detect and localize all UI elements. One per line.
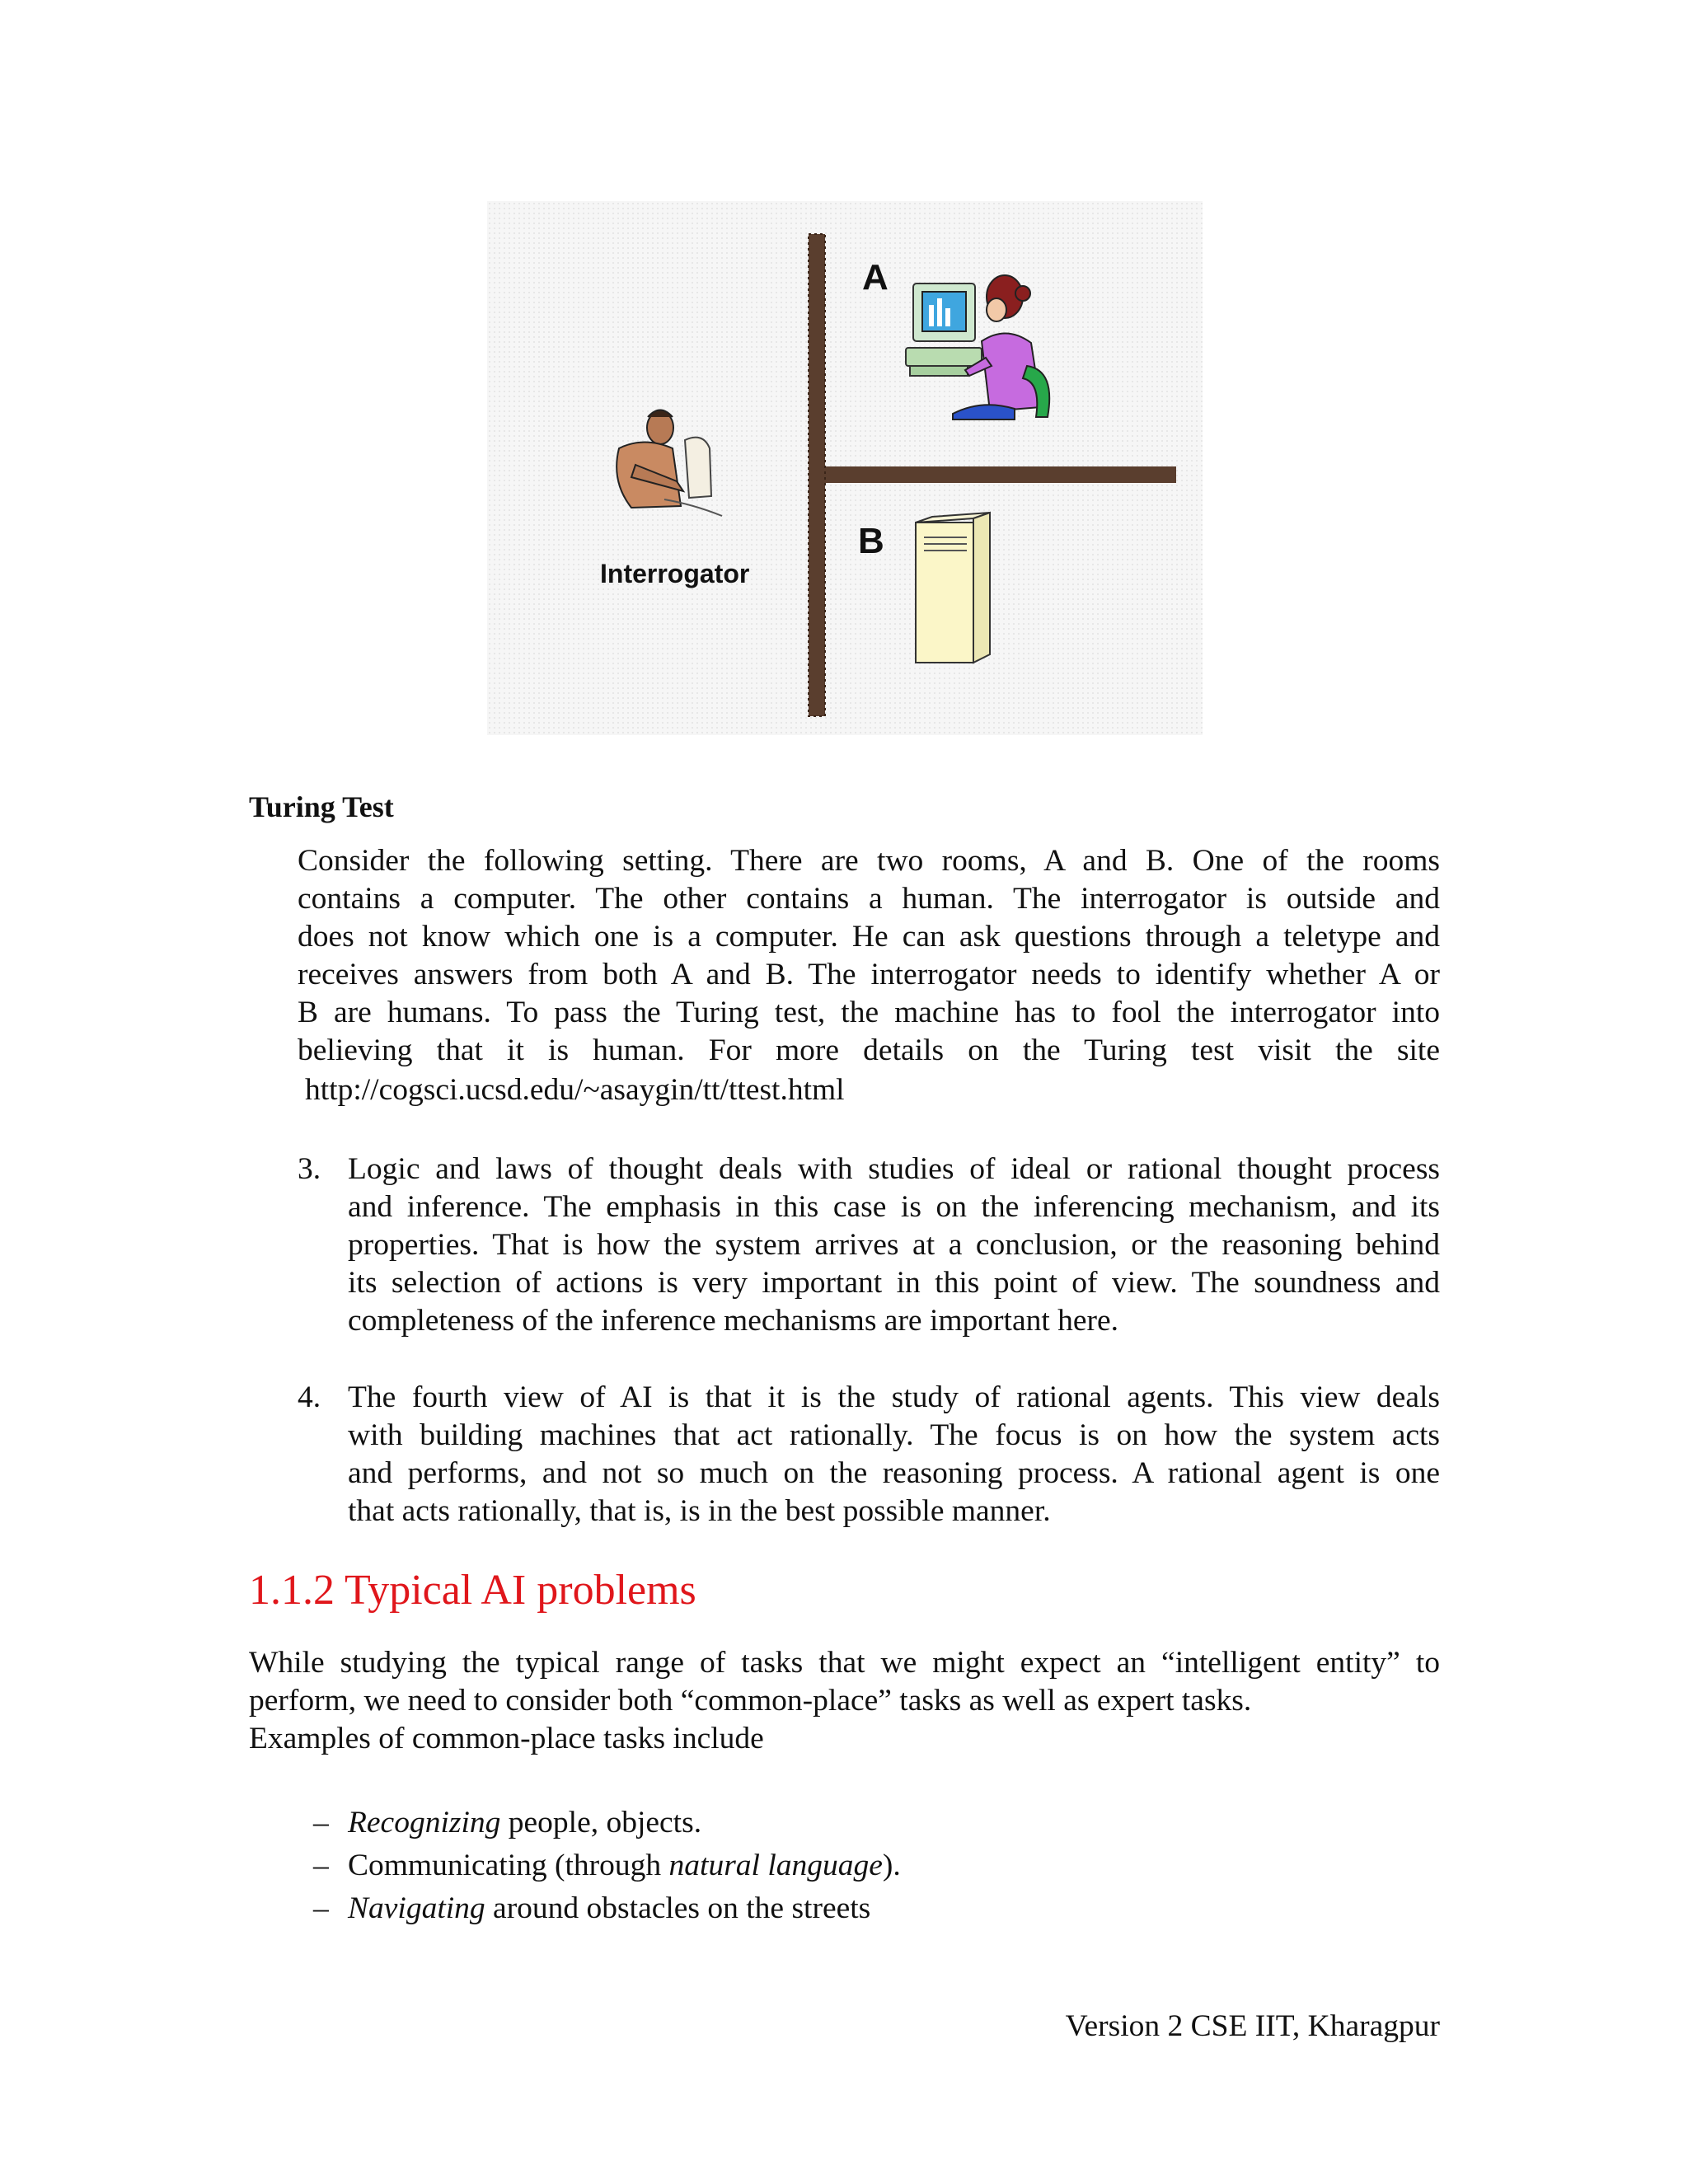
section-intro [249,1644,1440,1758]
interrogator-label: Interrogator [600,559,750,588]
turing-test-paragraph [298,842,1440,1070]
woman-at-computer-icon [906,275,1049,419]
common-place-tasks-list [313,1802,901,1930]
intro-line: While studying the typical range of tasks that we might expect an “intelligent entity” to [249,1646,1440,1680]
list-line: and performs, and not so much on the reasoning process. A rational agent is one [348,1456,1440,1490]
list-item [313,1844,901,1887]
interrogator-person-icon [617,410,722,517]
vertical-wall [809,234,825,716]
bullet-text: Communicating (through [348,1849,669,1882]
bullet-text: around obstacles on the streets [485,1891,871,1925]
emphasis-text: natural language [668,1849,883,1882]
paragraph-line: believing that it is human. For more details on the Turing test visit the site [298,1033,1440,1067]
turing-test-figure [487,201,1203,735]
emphasis-text: Navigating [348,1891,485,1925]
paragraph-line: does not know which one is a computer. He can ask questions through a teletype and [298,920,1440,954]
list-line: with building machines that act rationally. The focus is on how the system acts [348,1418,1440,1452]
section-title: 1.1.2 Typical AI problems [249,1567,696,1614]
paragraph-line: Consider the following setting. There are two rooms, A and B. One of the rooms [298,844,1440,878]
page-footer: Version 2 CSE IIT, Kharagpur [1065,2009,1440,2043]
list-number: 4. [298,1380,321,1414]
list-number: 3. [298,1152,321,1186]
turing-test-diagram [487,201,1203,735]
dash-bullet: – [313,1849,329,1882]
intro-line: Examples of common-place tasks include [249,1722,764,1755]
paragraph-line: receives answers from both A and B. The interrogator needs to identify whether A or [298,958,1440,991]
paragraph-line: contains a computer. The other contains a human. The interrogator is outside and [298,882,1440,916]
bullet-text: ). [882,1849,901,1882]
list-item [313,1887,901,1930]
list-line: that acts rationally, that is, is in the best possible manner. [348,1494,1051,1528]
list-line: and inference. The emphasis in this case is on the inferencing mechanism, and its [348,1190,1440,1224]
room-b-label: B [858,521,884,561]
emphasis-text: Recognizing [348,1806,501,1840]
horizontal-wall [825,466,1176,483]
list-line: completeness of the inference mechanisms are important here. [348,1304,1119,1338]
turing-test-heading: Turing Test [249,790,394,823]
computer-tower-icon [916,513,990,663]
bullet-text: people, objects. [500,1806,702,1840]
list-item [313,1802,901,1844]
list-item-body [348,1151,1440,1340]
list-line: Logic and laws of thought deals with studies of ideal or rational thought process [348,1152,1440,1186]
dash-bullet: – [313,1891,329,1925]
intro-line: perform, we need to consider both “common-place” tasks as well as expert tasks. [249,1684,1252,1718]
dash-bullet: – [313,1806,329,1840]
list-line: properties. That is how the system arrives at a conclusion, or the reasoning behind [348,1228,1440,1262]
paragraph-line: B are humans. To pass the Turing test, the machine has to fool the interrogator into [298,996,1440,1029]
list-item-body [348,1379,1440,1530]
room-a-label: A [862,257,889,298]
list-line: its selection of actions is very important in this point of view. The soundness and [348,1266,1440,1300]
turing-test-url[interactable]: http://cogsci.ucsd.edu/~asaygin/tt/ttest.html [305,1073,845,1107]
list-line: The fourth view of AI is that it is the study of rational agents. This view deals [348,1380,1440,1414]
